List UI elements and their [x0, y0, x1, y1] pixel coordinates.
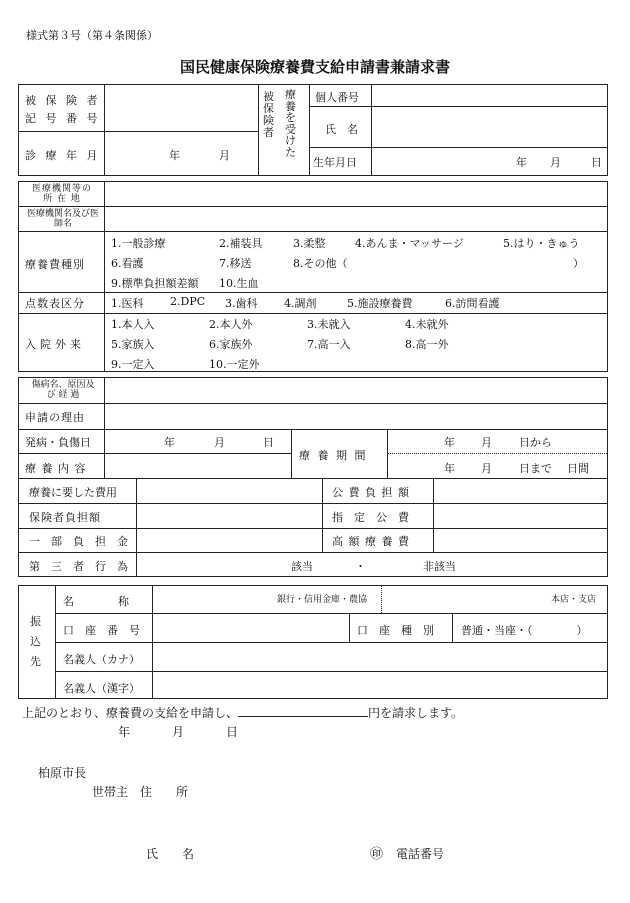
personal-number-label: 個人番号	[315, 91, 359, 104]
holder-kana-field[interactable]	[153, 643, 607, 670]
injury-field[interactable]	[105, 379, 607, 402]
name-label: 氏 名	[325, 123, 358, 136]
period-from-month: 月	[481, 436, 492, 449]
point-option-1[interactable]: 1.医科	[111, 297, 144, 310]
cost-option-7[interactable]: 7.移送	[219, 257, 252, 270]
inout-option-2[interactable]: 2.本人外	[209, 318, 253, 331]
third-party-applicable[interactable]: 該当	[291, 560, 313, 573]
insured-symbol-label-1: 被 保 険 者	[25, 94, 101, 107]
reason-field[interactable]	[105, 404, 607, 428]
copay-label: 一 部 負 担 金	[29, 535, 128, 548]
cost-option-4[interactable]: 4.あんま・マッサージ	[355, 237, 464, 250]
public-burden-label: 公 費 負 担 額	[332, 486, 410, 499]
inout-option-6[interactable]: 6.家族外	[209, 338, 253, 351]
declaration-day: 日	[226, 725, 239, 739]
declaration-month: 月	[172, 725, 185, 739]
visit-year-unit: 年	[169, 149, 180, 162]
onset-day-unit: 日	[263, 436, 274, 449]
account-type-options[interactable]: 普通・当座・（ ）	[461, 624, 588, 637]
holder-kanji-field[interactable]	[153, 672, 607, 698]
transfer-box	[18, 585, 608, 699]
form-number: 様式第３号（第４条関係）	[26, 29, 158, 42]
institution-name-field[interactable]	[105, 208, 607, 230]
designated-label: 指 定 公 費	[332, 511, 409, 524]
cost-field[interactable]	[137, 479, 321, 502]
institution-name-label: 医療機関名及び医師名	[27, 209, 100, 229]
onset-year-unit: 年	[164, 436, 175, 449]
point-option-2[interactable]: 2.DPC	[170, 295, 206, 308]
cost-option-9[interactable]: 9.標準負担額差額	[111, 277, 199, 290]
transfer-label: 振込先	[30, 615, 41, 668]
insurer-burden-field[interactable]	[137, 504, 321, 527]
birth-day-unit: 日	[591, 156, 602, 169]
content-label: 療 養 内 容	[25, 462, 87, 475]
cost-option-2[interactable]: 2.補装具	[219, 237, 263, 250]
cost-option-10[interactable]: 10.生血	[219, 277, 259, 290]
institution-address-label: 医療機関等の 所 在 地	[31, 184, 92, 204]
visit-year-month-label: 診 療 年 月	[25, 149, 101, 162]
claim-detail-box	[18, 377, 608, 577]
account-type-label: 口 座 種 別	[357, 624, 434, 637]
point-option-5[interactable]: 5.施設療養費	[347, 297, 413, 310]
holder-kanji-label: 名義人（漢字）	[63, 682, 140, 695]
inout-option-9[interactable]: 9.一定入	[111, 358, 155, 371]
public-burden-field[interactable]	[434, 479, 607, 502]
inout-label: 入院外来	[25, 338, 85, 351]
highcost-field[interactable]	[434, 529, 607, 551]
third-party-separator: ・	[355, 560, 366, 573]
point-option-6[interactable]: 6.訪問看護	[445, 297, 500, 310]
period-to-year: 年	[444, 462, 455, 475]
inout-option-5[interactable]: 5.家族入	[111, 338, 155, 351]
designated-field[interactable]	[434, 504, 607, 527]
insured-info-box	[18, 84, 608, 176]
cost-option-3[interactable]: 3.柔整	[293, 237, 326, 250]
inout-option-1[interactable]: 1.本人入	[111, 318, 155, 331]
patient-label-col1: 被 保 険 者	[263, 90, 274, 139]
content-field[interactable]	[105, 454, 290, 477]
phone-label: 電話番号	[396, 847, 445, 861]
period-days: 日間	[567, 462, 589, 475]
name-field[interactable]	[372, 107, 607, 146]
seal-mark: ㊞	[370, 847, 384, 862]
cost-option-1[interactable]: 1.一般診療	[111, 237, 166, 250]
claim-amount-field[interactable]	[238, 704, 368, 717]
insured-symbol-label-2: 記 号 番 号	[25, 112, 101, 125]
head-address-label: 世帯主 住 所	[92, 785, 189, 799]
cost-option-5[interactable]: 5.はり・きゅう	[503, 237, 580, 250]
period-from-year: 年	[444, 436, 455, 449]
holder-kana-label: 名義人（カナ）	[63, 653, 140, 666]
reason-label: 申請の理由	[25, 411, 85, 424]
onset-month-unit: 月	[214, 436, 225, 449]
inout-option-7[interactable]: 7.高一入	[307, 338, 351, 351]
period-from-day: 日から	[519, 436, 552, 449]
insured-symbol-field[interactable]	[105, 86, 257, 130]
period-to-day: 日まで	[519, 462, 552, 475]
period-label: 療 養 期 間	[299, 449, 368, 462]
insurer-burden-label: 保険者負担額	[29, 511, 101, 524]
declaration-text: 上記のとおり、療養費の支給を申請し、 円を請求します。	[22, 706, 464, 720]
onset-label: 発病・負傷日	[25, 436, 91, 449]
third-party-label: 第 三 者 行 為	[29, 560, 128, 573]
mayor-addressee: 柏原市長	[38, 766, 87, 780]
injury-label: 傷病名、原因及 び 経 過	[31, 380, 95, 400]
cost-option-8[interactable]: 8.その他（	[293, 257, 348, 270]
declaration-year: 年	[118, 725, 131, 739]
birth-month-unit: 月	[550, 156, 561, 169]
page-title: 国民健康保険療養費支給申請書兼請求書	[179, 58, 450, 76]
cost-option-8-close: ）	[573, 257, 584, 270]
point-option-3[interactable]: 3.歯科	[225, 297, 258, 310]
birth-label: 生年月日	[313, 156, 357, 169]
cost-type-label: 療養費種別	[25, 258, 85, 271]
inout-option-3[interactable]: 3.未就入	[307, 318, 351, 331]
inout-option-10[interactable]: 10.一定外	[209, 358, 260, 371]
bank-name-label: 名 称	[63, 595, 129, 608]
inout-option-4[interactable]: 4.未就外	[405, 318, 449, 331]
applicant-name-label: 氏 名	[146, 847, 195, 861]
period-to-month: 月	[481, 462, 492, 475]
account-number-field[interactable]	[153, 614, 348, 641]
cost-option-6[interactable]: 6.看護	[111, 257, 144, 270]
patient-label-col2: 療 養 を 受 け た	[285, 88, 296, 159]
point-table-label: 点数表区分	[25, 297, 85, 310]
third-party-not-applicable[interactable]: 非該当	[423, 560, 456, 573]
birth-year-unit: 年	[516, 156, 527, 169]
point-option-4[interactable]: 4.調剤	[284, 297, 317, 310]
bank-type-options[interactable]: 銀行・信用金庫・農協	[277, 595, 368, 605]
branch-type-options[interactable]: 本店・支店	[551, 595, 597, 605]
highcost-label: 高 額 療 養 費	[332, 535, 410, 548]
cost-label: 療養に要した費用	[29, 486, 117, 499]
visit-month-unit: 月	[219, 149, 230, 162]
copay-field[interactable]	[137, 529, 321, 551]
personal-number-field[interactable]	[372, 86, 607, 105]
account-number-label: 口 座 番 号	[63, 624, 140, 637]
institution-address-field[interactable]	[105, 183, 607, 205]
treatment-info-box	[18, 181, 608, 372]
inout-option-8[interactable]: 8.高一外	[405, 338, 449, 351]
